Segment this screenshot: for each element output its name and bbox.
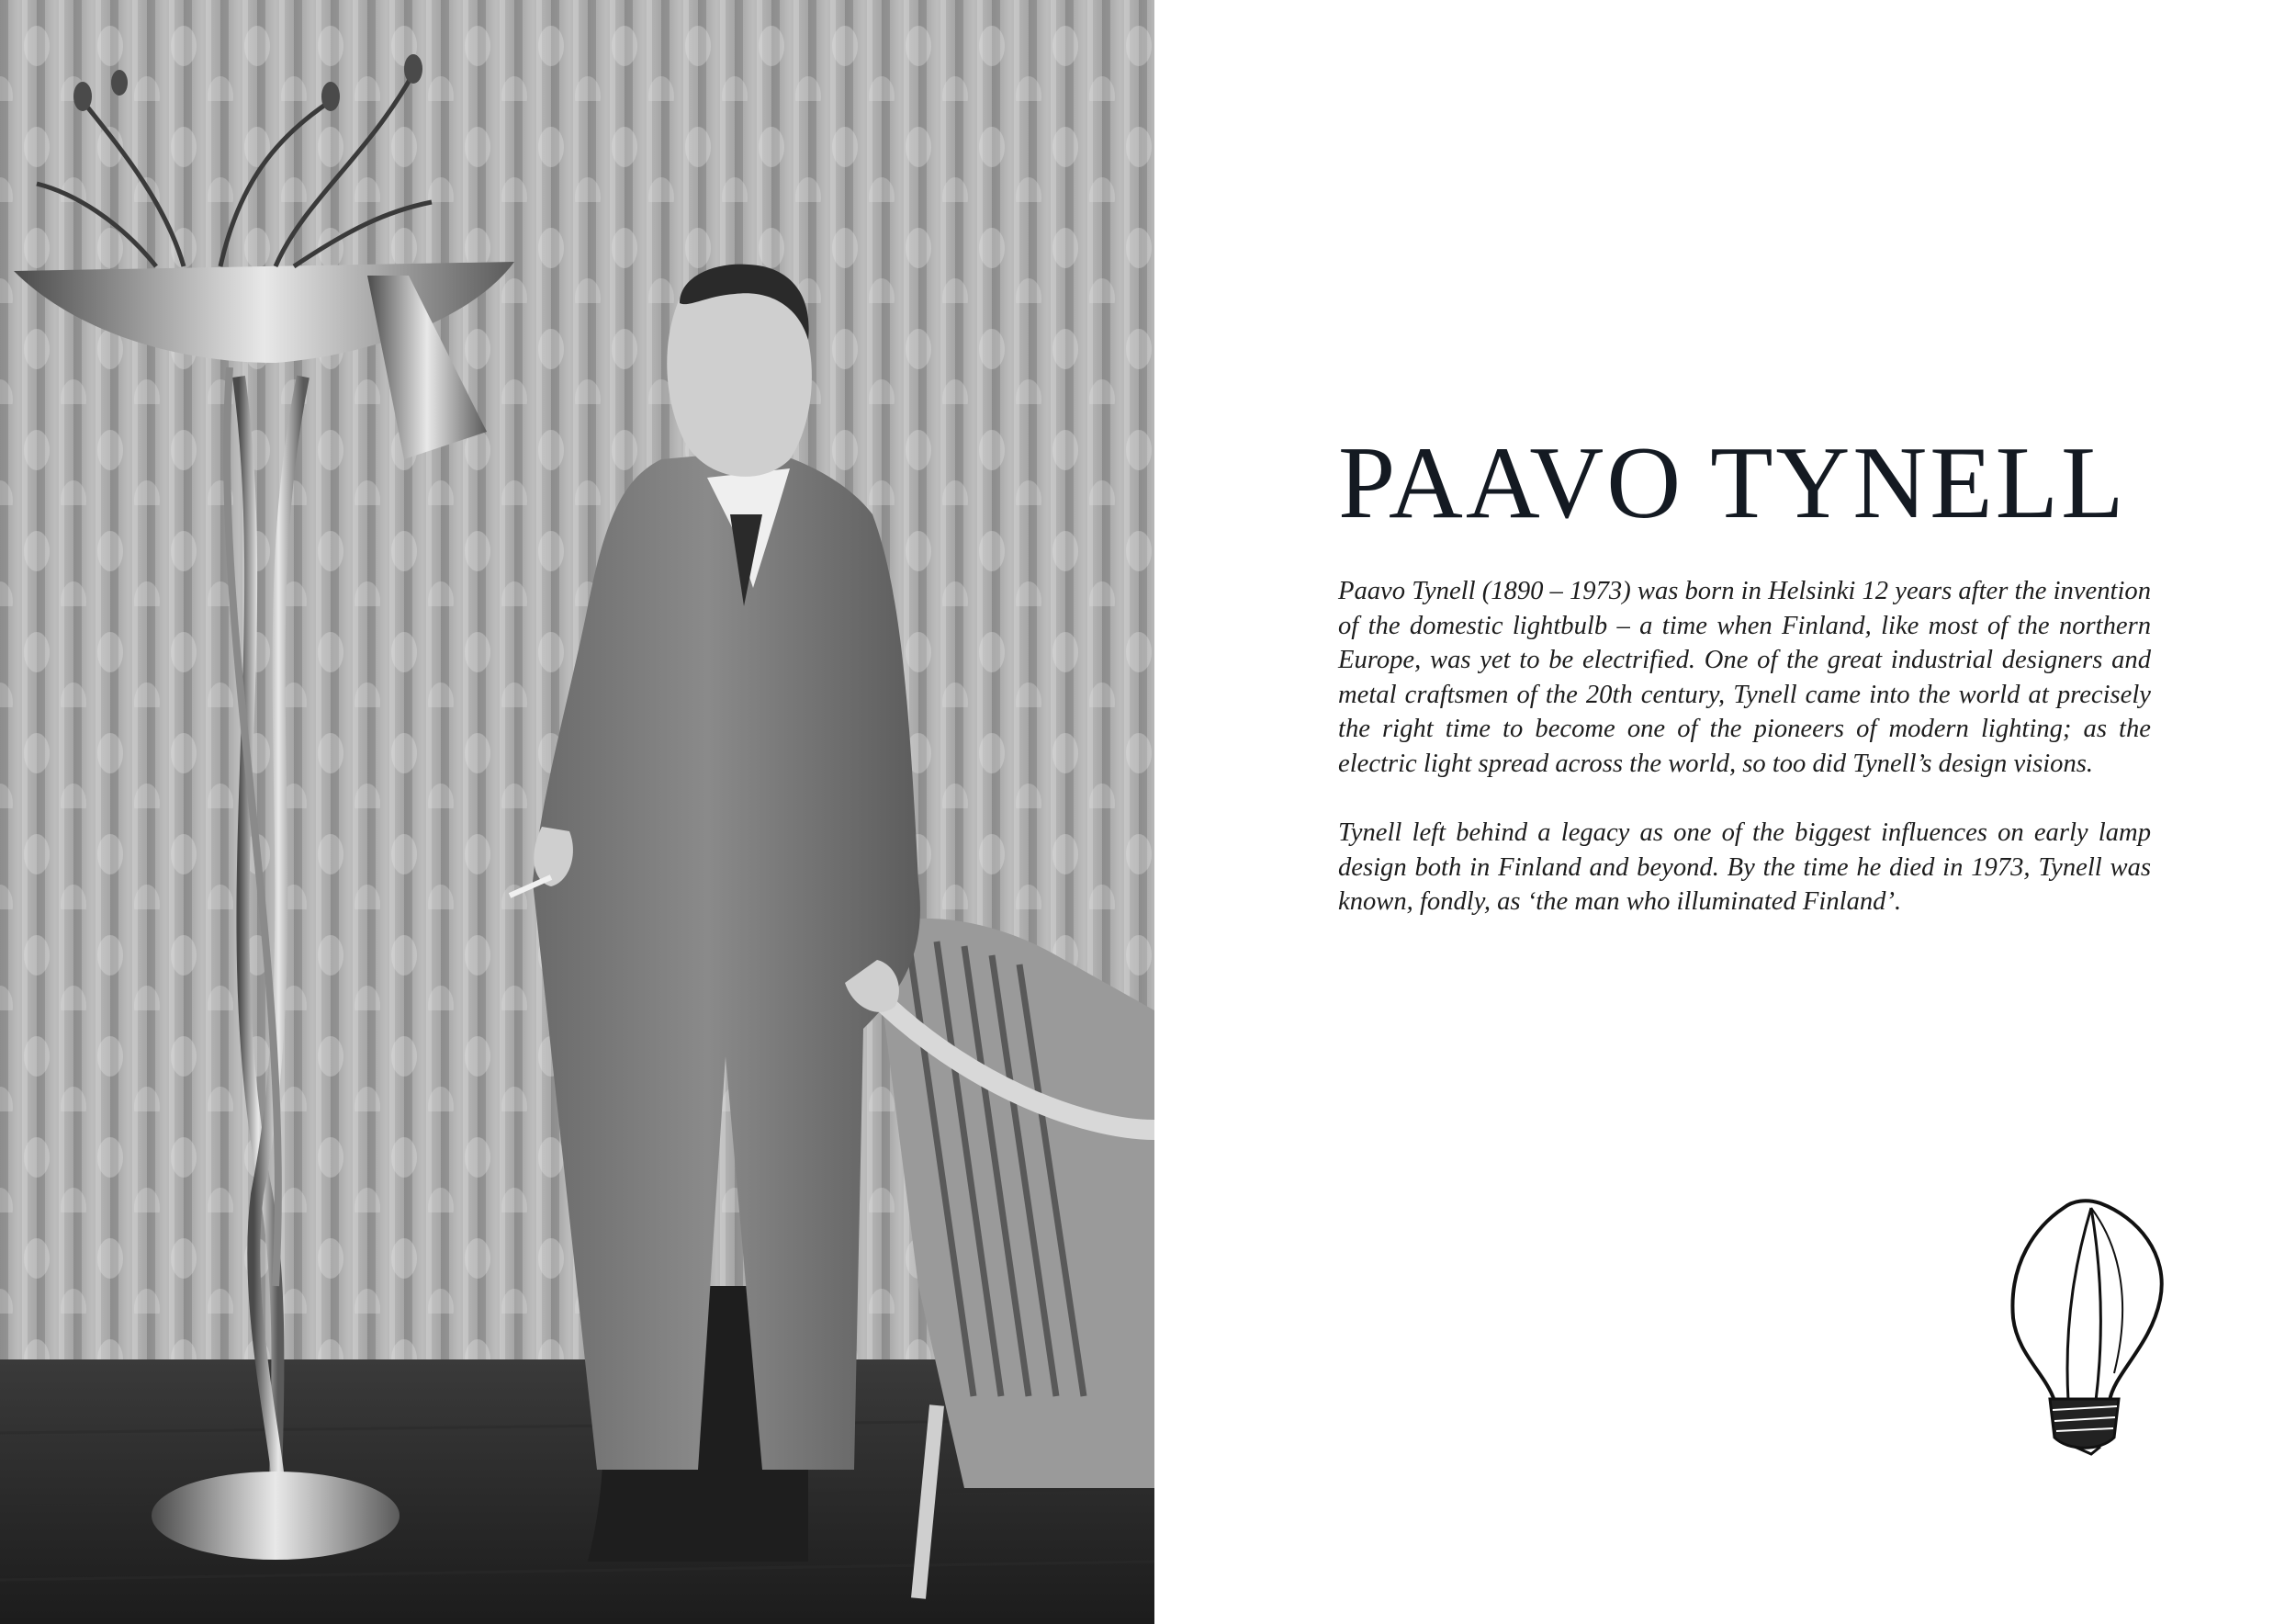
page-title: PAAVO TYNELL: [1338, 426, 2127, 540]
text-page: [1154, 0, 2296, 1624]
body-text: [1338, 574, 2151, 954]
paragraph-2: Tynell left behind a legacy as one of the biggest influences on early lamp design both in Finland and beyond. By the time he died in 1973, Tynell was known, fondly, as ‘the man who illuminated Finland’.: [1338, 818, 2151, 916]
lightbulb-icon: [1999, 1190, 2183, 1456]
paragraph-1: Paavo Tynell (1890 – 1973) was born in Helsinki 12 years after the invention of the domestic lightbulb – a time when Finland, like most of the northern Europe, was yet to be electrified. One of the great industrial designers and metal craftsmen of the 20th century, Tynell came into the world at precisely the right time to become one of the pioneers of modern lighting; as the electric light spread across the world, so too did Tynell’s design visions.: [1338, 577, 2151, 778]
